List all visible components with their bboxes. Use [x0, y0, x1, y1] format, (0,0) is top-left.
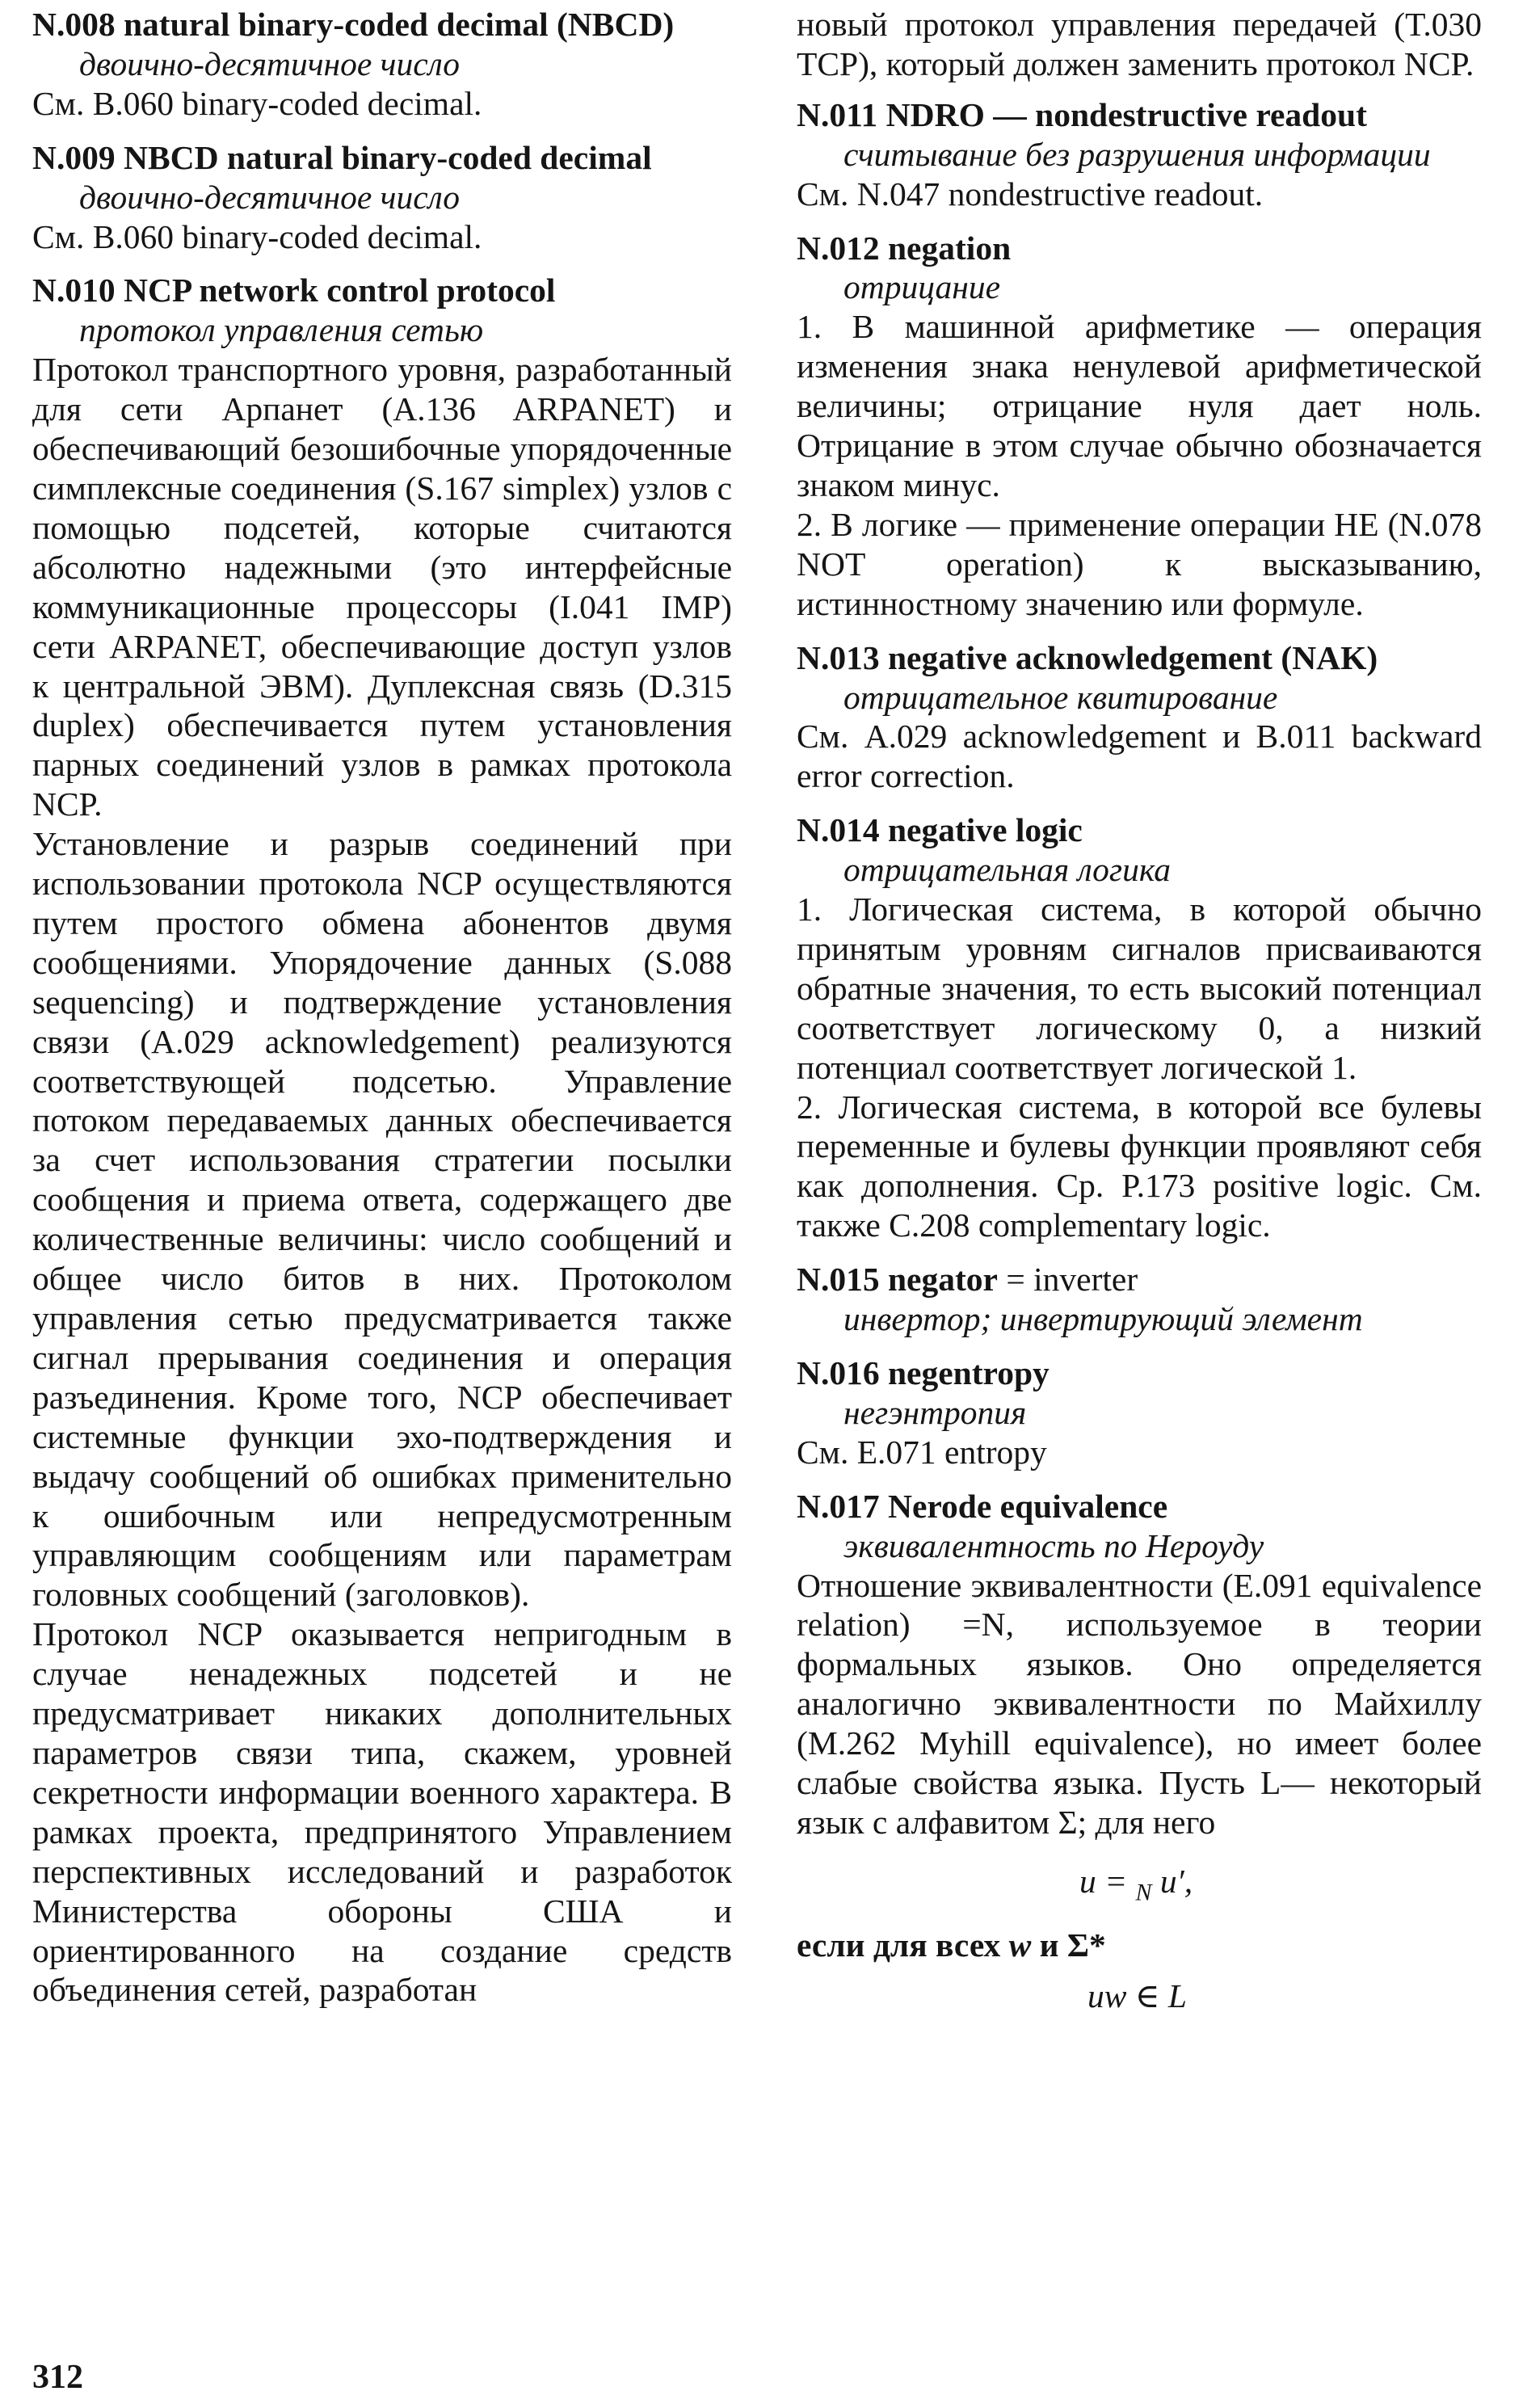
entry-paragraph: Установление и разрыв соединений при использовании протокола NCP осуществляются путем простого обмена абонентов двумя сообщениями. Упорядочение данных (S.088 sequencing) и подтверждение установления связи (A.029 acknowledgement) реализуются соответствующей подсетью. Управление потоком передаваемых данных обеспечивается за счет использования стратегии посылки сообщения и приема ответа, содержащего две количественные величины: число сообщений и общее число битов в них. Протоколом управления сетью предусматривается также сигнал прерывания соединения и операция разъединения. Кроме того, NCP обеспечивает системные функции эхо-подтверждения и выдачу сообщений об ошибках применительно к ошибочным или непредусмотренным управляющим сообщениям или параметрам головных сообщений (заголовков). [32, 825, 732, 1614]
entry-paragraph: 1. Логическая система, в которой обычно принятым уровням сигналов присваиваются обратные значения, то есть высокий потенциал соответствует логическому 0, а низкий потенциал соответствует логической 1. [797, 890, 1482, 1086]
formula-membership: uw ∈ L [1087, 1976, 1187, 2014]
entry-translation: отрицание [843, 268, 1000, 306]
entry-n014 [797, 810, 1482, 1245]
entry-translation: инвертор; инвертирующий элемент [843, 1300, 1363, 1338]
entry-n010 [32, 271, 732, 2010]
entry-n011 [797, 95, 1482, 214]
entry-translation: отрицательная логика [843, 851, 1171, 889]
left-column [32, 5, 732, 2024]
entry-paragraph: См. A.029 acknowledgement и B.011 backward error correction. [797, 718, 1482, 795]
entry-paragraph: Отношение эквивалентности (E.091 equivalence relation) =N, используемое в теории формальных языков. Оно определяется аналогично эквивалентности по Майхиллу (M.262 Myhill equivalence), но имеет более слабые свойства языка. Пусть L— некоторый язык с алфавитом Σ; для него [797, 1566, 1482, 1841]
entry-paragraph: См. B.060 binary-coded decimal. [32, 217, 482, 255]
entry-paragraph: Протокол NCP оказывается непригодным в случае ненадежных подсетей и не предусматривает никаких дополнительных параметров связи типа, скажем, уровней секретности информации военного характера. В рамках проекта, предпринятого Управлением перспективных исследований и разработок Министерства обороны США и ориентированного на создание средств объединения сетей, разработан [32, 1615, 732, 2009]
formula-relation: = [1096, 1862, 1136, 1900]
entry-n016 [797, 1353, 1482, 1472]
continuation-text [797, 5, 1482, 84]
entry-translation: отрицательное квитирование [843, 678, 1278, 716]
entry-n008 [32, 5, 732, 124]
entry-n012 [797, 229, 1482, 624]
entry-translation: считывание без разрушения информации [843, 135, 1431, 173]
entry-headword: N.013 negative acknowledgement (NAK) [797, 638, 1378, 676]
entry-headword: N.014 negative logic [797, 811, 1083, 849]
formula-subscript: N [1135, 1879, 1152, 1906]
entry-paragraph: 2. В логике — применение операции НЕ (N.078 NOT operation) к высказыванию, истинностному значению или формуле. [797, 505, 1482, 622]
entry-translation: двоично-десятичное число [79, 44, 460, 82]
entry-translation: эквивалентность по Нероуду [843, 1526, 1264, 1564]
entry-n015 [797, 1260, 1482, 1339]
right-column [797, 5, 1482, 2031]
entry-headword: N.011 NDRO — nondestructive readout [797, 95, 1367, 133]
entry-paragraph: 1. В машинной арифметике — операция изменения знака ненулевой арифметической величины; отрицание нуля дает ноль. Отрицание в этом случае обычно обозначается знаком минус. [797, 308, 1482, 503]
entry-paragraph: новый протокол управления передачей (T.030 TCP), который должен заменить протокол NCP. [797, 6, 1482, 82]
headword-term: N.015 negator [797, 1261, 998, 1299]
entry-headword: N.010 NCP network control protocol [32, 272, 556, 309]
entry-n009 [32, 138, 732, 257]
entry-headword: N.017 Nerode equivalence [797, 1487, 1168, 1525]
condition-text: если для всех [797, 1926, 1009, 1964]
formula-equivalence [797, 1862, 1482, 1913]
formula-rhs: u′, [1151, 1862, 1193, 1900]
entry-headword: N.016 negentropy [797, 1354, 1050, 1391]
entry-paragraph: См. N.047 nondestructive readout. [797, 175, 1264, 213]
entry-n013 [797, 638, 1482, 797]
entry-paragraph: См. B.060 binary-coded decimal. [32, 84, 482, 122]
formula-condition [797, 1926, 1482, 1965]
entry-paragraph: См. E.071 entropy [797, 1433, 1047, 1471]
entry-paragraph: Протокол транспортного уровня, разработанный для сети Арпанет (A.136 ARPANET) и обеспечивающий безошибочные упорядоченные симплексные соединения (S.167 simplex) узлов с помощью подсетей, которые считаются абсолютно надежными (это интерфейсные коммуникационные процессоры (I.041 IMP) сети ARPANET, обеспечивающие доступ узлов к центральной ЭВМ). Дуплексная связь (D.315 duplex) обеспечивается путем установления парных соединений узлов в рамках протокола NCP. [32, 351, 732, 823]
entry-headword: N.008 natural binary-coded decimal (NBCD) [32, 6, 675, 43]
entry-translation: негэнтропия [843, 1393, 1027, 1431]
condition-variable: w [1008, 1926, 1032, 1964]
entry-translation: двоично-десятичное число [79, 178, 460, 216]
condition-text-end: и Σ* [1031, 1926, 1106, 1964]
entry-translation: протокол управления сетью [79, 311, 484, 349]
entry-headword [797, 1260, 1482, 1299]
page-number: 312 [32, 2359, 83, 2396]
entry-paragraph: 2. Логическая система, в которой все булевы переменные и булевы функции проявляют себя как дополнения. Ср. P.173 positive logic. См. также C.208 complementary logic. [797, 1088, 1482, 1244]
headword-reference: = inverter [997, 1261, 1138, 1299]
entry-headword: N.009 NBCD natural binary-coded decimal [32, 138, 652, 176]
entry-n017 [797, 1487, 1482, 2016]
entry-headword: N.012 negation [797, 229, 1012, 267]
formula-lhs: u [1079, 1862, 1096, 1900]
